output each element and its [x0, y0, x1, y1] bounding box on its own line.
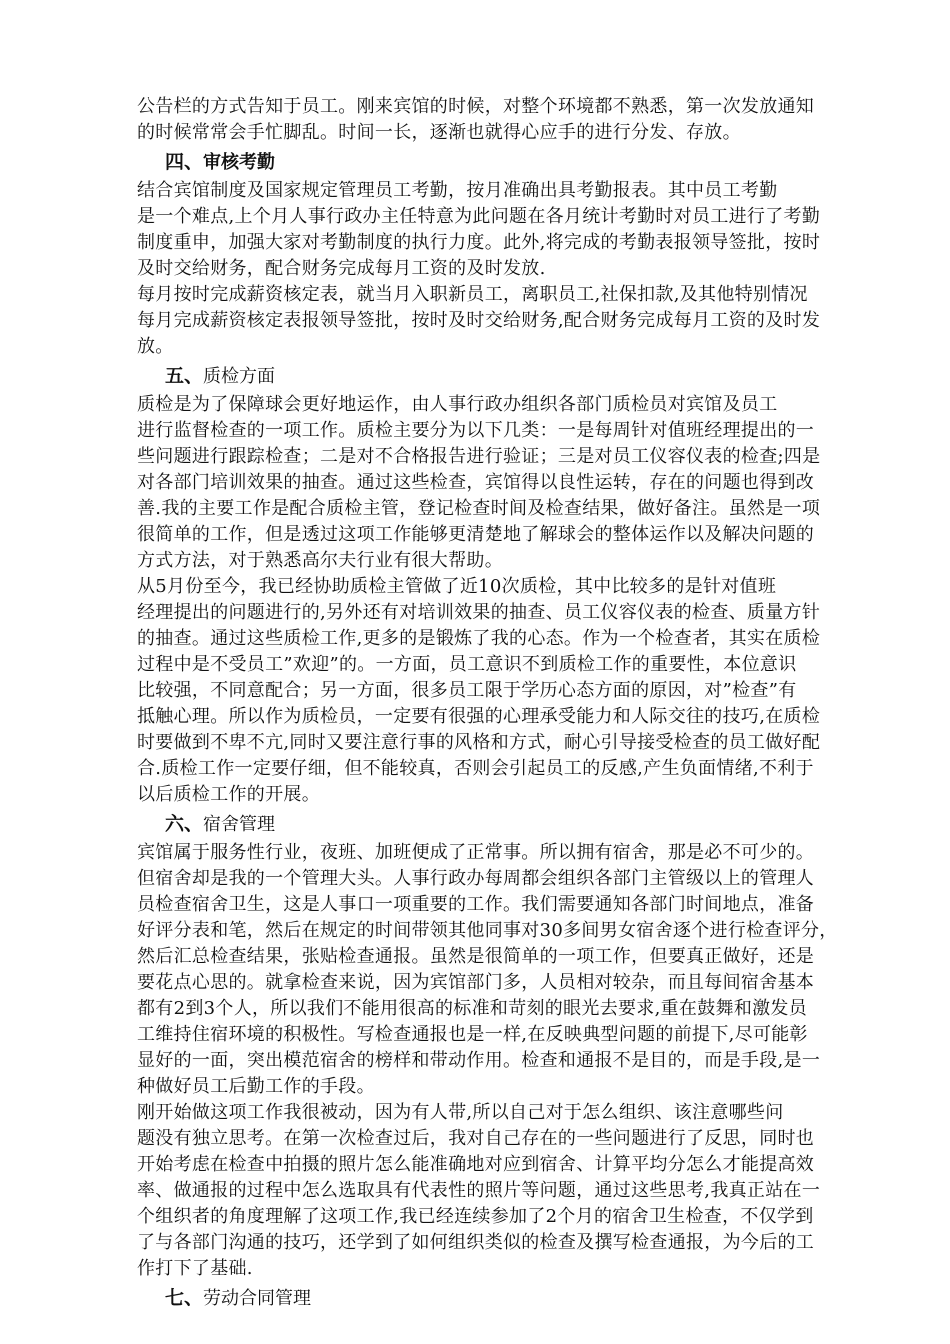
section-title: 劳动合同管理	[203, 1288, 312, 1309]
text-line: 种做好员工后勤工作的手段。	[137, 1076, 375, 1097]
text-line: 比较强，不同意配合；另一方面，很多员工限于学历心态方面的原因，对”检查”有	[137, 680, 797, 701]
section-heading	[137, 809, 859, 840]
text-line: 个组织者的角度理解了这项工作,我已经连续参加了2个月的宿舍卫生检查，不仅学到	[137, 1206, 814, 1227]
section-number: 六、	[165, 813, 204, 835]
text-line: 经理提出的问题进行的,另外还有对培训效果的抽查、员工仪容仪表的检查、质量方针	[137, 602, 821, 623]
text-line: 每月按时完成薪资核定表，就当月入职新员工，离职员工,社保扣款,及其他特别情况	[137, 284, 808, 305]
section-heading	[137, 147, 859, 178]
text-line: 过程中是不受员工”欢迎”的。一方面，员工意识不到质检工作的重要性，本位意识	[137, 654, 797, 675]
text-line: 善.我的主要工作是配合质检主管，登记检查时间及检查结果，做好备注。虽然是一项	[137, 498, 821, 519]
text-line: 从5月份至今，我已经协助质检主管做了近10次质检，其中比较多的是针对值班	[137, 576, 777, 597]
text-line: 及时交给财务，配合财务完成每月工资的及时发放.	[137, 258, 546, 279]
text-line: 很简单的工作，但是透过这项工作能够更清楚地了解球会的整体运作以及解决问题的	[137, 524, 815, 545]
text-line: 但宿舍却是我的一个管理大头。人事行政办每周都会组织各部门主管级以上的管理人	[137, 868, 815, 889]
text-line: 每月完成薪资核定表报领导签批，按时及时交给财务,配合财务完成每月工资的及时发	[137, 310, 821, 331]
section-title: 审核考勤	[203, 152, 276, 173]
text-line: 作打下了基础.	[137, 1258, 253, 1279]
text-line: 公告栏的方式告知于员工。刚来宾馆的时候，对整个环境都不熟悉，第一次发放通知	[137, 96, 815, 117]
section-number: 五、	[165, 365, 204, 387]
text-line: 的抽查。通过这些质检工作,更多的是锻炼了我的心态。作为一个检查者，其实在质检	[137, 628, 821, 649]
text-line: 工维持住宿环境的积极性。写检查通报也是一样,在反映典型问题的前提下,尽可能彰	[137, 1024, 808, 1045]
text-line: 好评分表和笔，然后在规定的时间带领其他同事对30多间男女宿舍逐个进行检查评分，	[137, 920, 838, 941]
text-line: 质检是为了保障球会更好地运作，由人事行政办组织各部门质检员对宾馆及员工	[137, 394, 778, 415]
text-line: 以后质检工作的开展。	[137, 784, 320, 805]
paragraph	[137, 94, 859, 146]
text-line: 员检查宿舍卫生，这是人事口一项重要的工作。我们需要通知各部门时间地点，准备	[137, 894, 815, 915]
text-line: 的时候常常会手忙脚乱。时间一长，逐渐也就得心应手的进行分发、存放。	[137, 122, 741, 143]
text-line: 放。	[137, 336, 174, 357]
text-line: 题没有独立思考。在第一次检查过后，我对自己存在的一些问题进行了反思，同时也	[137, 1128, 815, 1149]
text-line: 进行监督检查的一项工作。质检主要分为以下几类：一是每周针对值班经理提出的一	[137, 420, 815, 441]
paragraph	[137, 178, 859, 360]
text-line: 了与各部门沟通的技巧，还学到了如何组织类似的检查及撰写检查通报，为今后的工	[137, 1232, 815, 1253]
text-line: 宾馆属于服务性行业，夜班、加班便成了正常事。所以拥有宿舍，那是必不可少的。	[137, 842, 815, 863]
section-heading	[137, 1283, 859, 1314]
text-line: 方式方法，对于熟悉高尔夫行业有很大帮助。	[137, 550, 503, 571]
section-heading	[137, 361, 859, 392]
section-number: 四、	[165, 151, 204, 173]
text-line: 率、做通报的过程中怎么选取具有代表性的照片等问题，通过这些思考,我真正站在一	[137, 1180, 821, 1201]
text-line: 制度重申，加强大家对考勤制度的执行力度。此外,将完成的考勤表报领导签批，按时	[137, 232, 821, 253]
paragraph	[137, 840, 859, 1282]
text-line: 都有2到3个人，所以我们不能用很高的标准和苛刻的眼光去要求,重在鼓舞和激发员	[137, 998, 808, 1019]
text-line: 刚开始做这项工作我很被动，因为有人带,所以自己对于怎么组织、该注意哪些问	[137, 1102, 784, 1123]
text-line: 结合宾馆制度及国家规定管理员工考勤，按月准确出具考勤报表。其中员工考勤	[137, 180, 778, 201]
text-line: 要花点心思的。就拿检查来说，因为宾馆部门多，人员相对较杂，而且每间宿舍基本	[137, 972, 815, 993]
document-body	[137, 94, 859, 1314]
text-line: 然后汇总检查结果，张贴检查通报。虽然是很简单的一项工作，但要真正做好，还是	[137, 946, 815, 967]
text-line: 时要做到不卑不亢,同时又要注意行事的风格和方式，耐心引导接受检查的员工做好配	[137, 732, 821, 753]
text-line: 是一个难点,上个月人事行政办主任特意为此问题在各月统计考勤时对员工进行了考勤	[137, 206, 821, 227]
text-line: 些问题进行跟踪检查；二是对不合格报告进行验证；三是对员工仪容仪表的检查;四是	[137, 446, 821, 467]
text-line: 合.质检工作一定要仔细，但不能较真，否则会引起员工的反感,产生负面情绪,不利于	[137, 758, 814, 779]
text-line: 对各部门培训效果的抽查。通过这些检查，宾馆得以良性运转，存在的问题也得到改	[137, 472, 815, 493]
text-line: 抵触心理。所以作为质检员，一定要有很强的心理承受能力和人际交往的技巧,在质检	[137, 706, 821, 727]
text-line: 开始考虑在检查中拍摄的照片怎么能准确地对应到宿舍、计算平均分怎么才能提高效	[137, 1154, 815, 1175]
section-number: 七、	[165, 1287, 204, 1309]
section-title: 质检方面	[203, 366, 276, 387]
paragraph	[137, 392, 859, 808]
text-line: 显好的一面，突出模范宿舍的榜样和带动作用。检查和通报不是目的，而是手段,是一	[137, 1050, 821, 1071]
section-title: 宿舍管理	[203, 814, 276, 835]
